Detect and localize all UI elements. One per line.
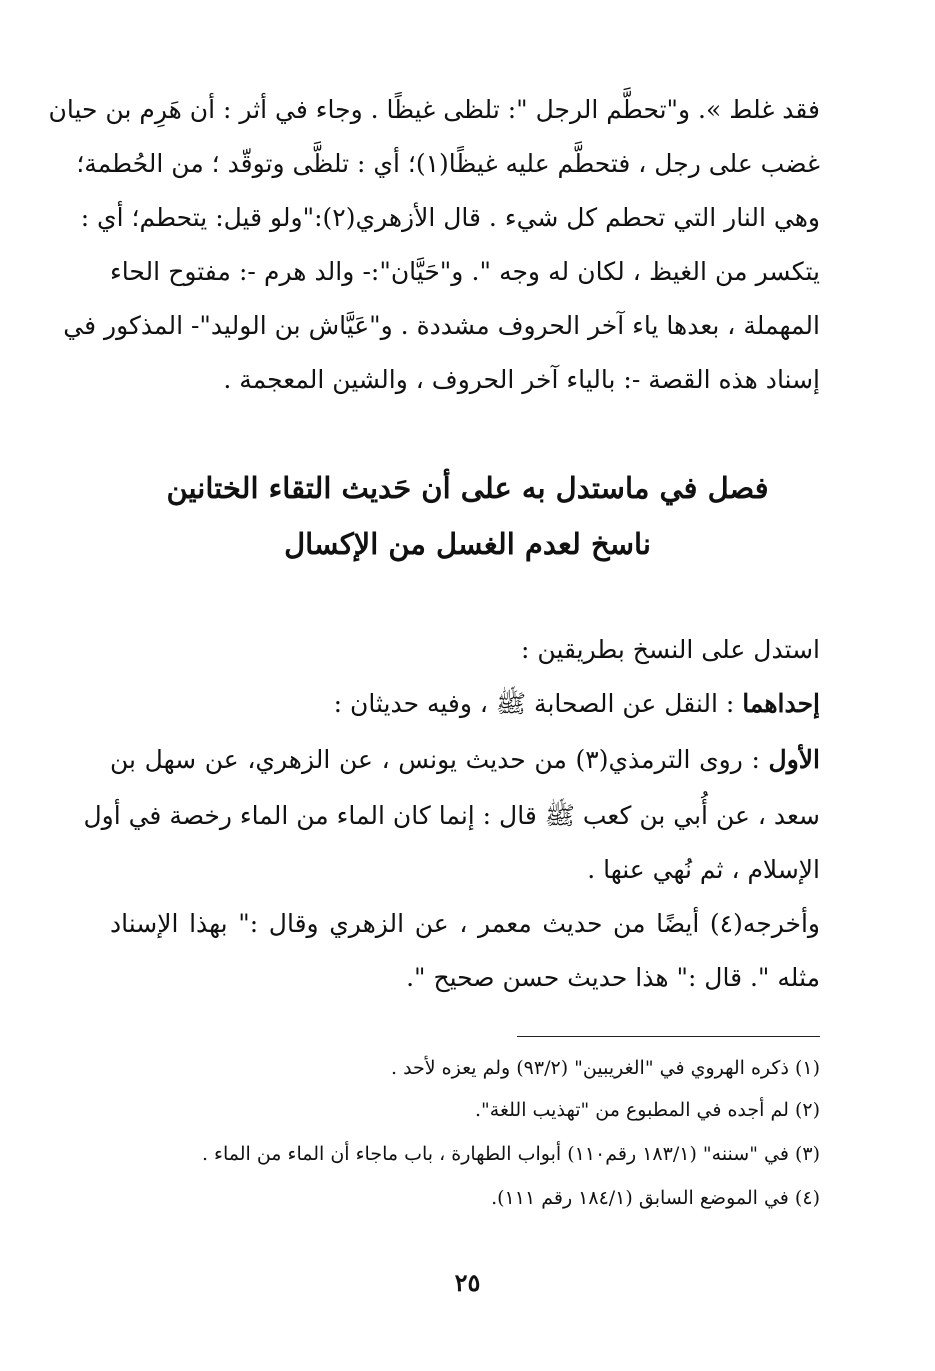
section-heading-line2: ناسخ لعدم الغسل من الإكسال [284,527,651,561]
paragraph-line: المهملة ، بعدها ياء آخر الحروف مشددة . و"عَيَّاش بن الوليد"- المذكور في [63,311,820,340]
paragraph-line: سعد ، عن أُبي بن كعب ﷺ قال : إنما كان الماء من الماء رخصة في أول [83,801,820,830]
paragraph-line: وهي النار التي تحطم كل شيء . قال الأزهري(٢):"ولو قيل: يتحطم؛ أي : [80,203,820,232]
first-way-line [334,686,820,722]
paragraph-line: مثله ". قال :" هذا حديث حسن صحيح ". [406,963,820,992]
first-hadith-text: : روى الترمذي(٣) من حديث يونس ، عن الزهري، عن سهل بن [110,745,769,774]
footnote-separator [517,1036,820,1037]
paragraph-line: يتكسر من الغيظ ، لكان له وجه ". و"حَيَّان":- والد هرم -: مفتوح الحاء [110,257,820,286]
footnote: (٤) في الموضع السابق (١٨٤/١ رقم ١١١). [491,1187,820,1209]
footnote: (١) ذكره الهروي في "الغريبين" (٩٣/٢) ولم يعزه لأحد . [391,1057,820,1079]
section-heading-line1: فصل في ماستدل به على أن حَديث التقاء الختانين [166,471,769,505]
first-way-text: : النقل عن الصحابة ﷺ ، وفيه حديثان : [333,689,743,718]
paragraph-line: غضب على رجل ، فتحطَّم عليه غيظًا(١)؛ أي : تلظَّى وتوقّد ؛ من الحُطمة؛ [76,149,820,178]
footnote: (٣) في "سننه" (١٨٣/١ رقم١١٠) أبواب الطهارة ، باب ماجاء أن الماء من الماء . [201,1143,820,1165]
first-hadith-label: الأول [768,745,820,774]
page-number: ٢٥ [454,1268,481,1297]
first-hadith-line [110,742,820,778]
paragraph-line: فقد غلط ». و"تحطَّم الرجل ": تلظى غيظًا . وجاء في أثر : أن هَرِم بن حيان [48,95,820,124]
intro-line: استدل على النسخ بطريقين : [521,635,820,664]
footnote: (٢) لم أجده في المطبوع من "تهذيب اللغة". [475,1099,820,1121]
paragraph-line: إسناد هذه القصة -: بالياء آخر الحروف ، والشين المعجمة . [223,365,820,394]
first-way-label: إحداهما [742,689,820,718]
paragraph-line: وأخرجه(٤) أيضًا من حديث معمر ، عن الزهري وقال :" بهذا الإسناد [110,909,820,938]
paragraph-line: الإسلام ، ثم نُهي عنها . [587,855,820,884]
